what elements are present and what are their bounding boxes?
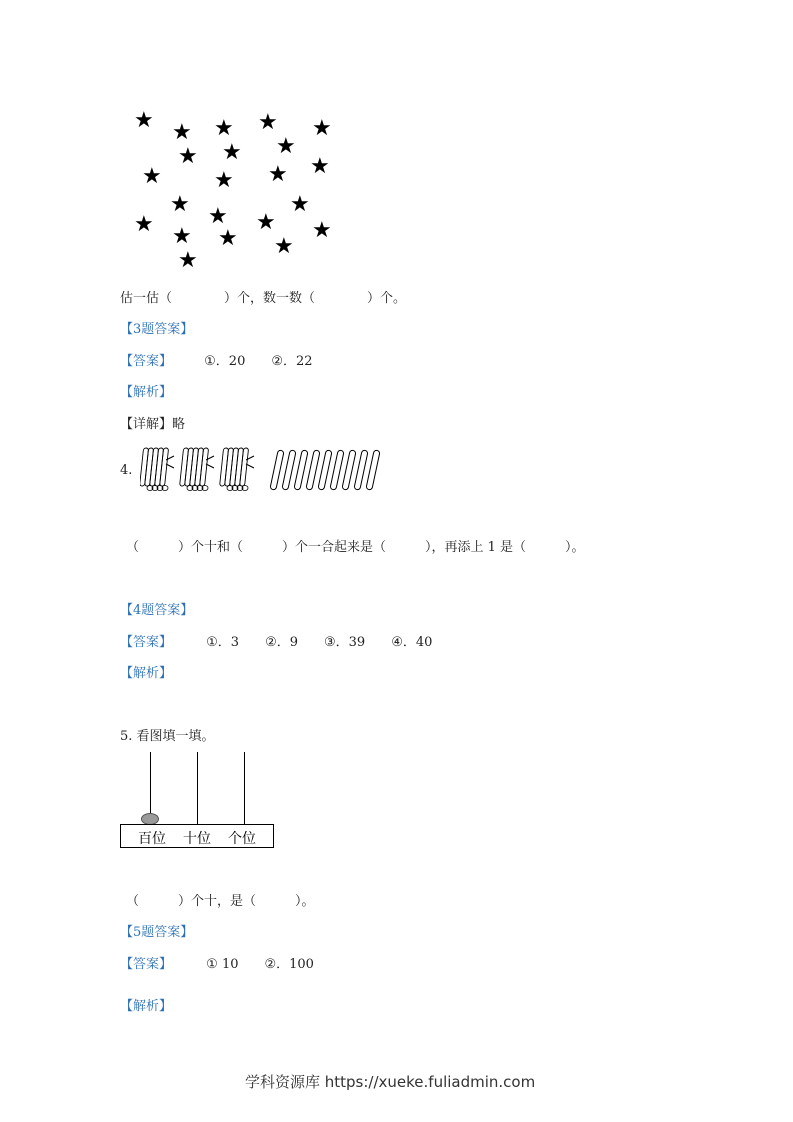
stars-figure (128, 104, 348, 274)
abacus-rod-tens (197, 752, 198, 824)
q4-analysis-label: 【解析】 (120, 666, 173, 681)
star-icon: ★ (172, 120, 192, 145)
q3-analysis-label: 【解析】 (120, 385, 173, 400)
single-stick (270, 450, 284, 490)
star-icon: ★ (310, 154, 330, 179)
star-icon: ★ (172, 224, 192, 249)
single-stick (294, 450, 308, 490)
q4-answer-row (120, 635, 432, 651)
stick-bundle (140, 448, 174, 491)
stick-bundle (220, 448, 254, 491)
abacus-figure (118, 752, 278, 852)
star-icon: ★ (142, 164, 162, 189)
star-icon: ★ (178, 144, 198, 169)
q3-detail-text: 略 (172, 417, 186, 432)
abacus-rod-ones (244, 752, 245, 824)
q3-detail-label: 【详解】 (120, 417, 173, 432)
star-icon: ★ (134, 108, 154, 133)
single-stick (342, 450, 356, 490)
q4-answer-header: 【4题答案】 (120, 603, 194, 618)
star-icon: ★ (134, 212, 154, 237)
q5-answer-label: 【答案】 (120, 957, 173, 972)
q3-answer-values: ①．20 ②．22 (204, 354, 313, 369)
star-icon: ★ (178, 248, 198, 273)
star-icon: ★ (222, 140, 242, 165)
q5-answer-values: ① 10 ②．100 (206, 957, 314, 972)
q4-number: 4. (120, 463, 133, 478)
single-stick (318, 450, 332, 490)
single-stick (354, 450, 368, 490)
star-icon: ★ (312, 218, 332, 243)
star-icon: ★ (274, 234, 294, 259)
q5-analysis-label: 【解析】 (120, 999, 173, 1014)
single-stick (366, 450, 380, 490)
q4-answer-label: 【答案】 (120, 635, 173, 650)
q5-prompt: （ ）个十，是（ ）。 (126, 894, 315, 909)
star-icon: ★ (208, 204, 228, 229)
q3-prompt: 估一估（ ）个，数一数（ ）个。 (120, 291, 407, 306)
abacus-label-tens: 十位 (183, 831, 211, 847)
q4-answer-values: ①．3 ②．9 ③．39 ④．40 (206, 635, 433, 650)
counting-sticks-figure (140, 444, 390, 496)
star-icon: ★ (256, 210, 276, 235)
star-icon: ★ (214, 116, 234, 141)
q3-answer-label: 【答案】 (120, 354, 173, 369)
footer-watermark: 学科资源库 https://xueke.fuliadmin.com (245, 1073, 536, 1091)
single-stick (306, 450, 320, 490)
q5-answer-row (120, 957, 314, 973)
star-icon: ★ (218, 226, 238, 251)
abacus-label-ones: 个位 (228, 831, 256, 847)
q3-answer-header: 【3题答案】 (120, 322, 194, 337)
q3-answer-row (120, 354, 313, 370)
single-stick (330, 450, 344, 490)
star-icon: ★ (290, 192, 310, 217)
q4-prompt: （ ）个十和（ ）个一合起来是（ ），再添上 1 是（ ）。 (126, 540, 585, 555)
star-icon: ★ (268, 162, 288, 187)
star-icon: ★ (170, 192, 190, 217)
abacus-label-hundreds: 百位 (138, 831, 166, 847)
star-icon: ★ (312, 116, 332, 141)
q5-answer-header: 【5题答案】 (120, 925, 194, 940)
q3-detail-row (120, 417, 185, 433)
star-icon: ★ (214, 168, 234, 193)
star-icon: ★ (258, 110, 278, 135)
star-icon: ★ (276, 134, 296, 159)
q5-title: 5. 看图填一填。 (120, 729, 215, 744)
single-stick (282, 450, 296, 490)
stick-bundle (180, 448, 214, 491)
